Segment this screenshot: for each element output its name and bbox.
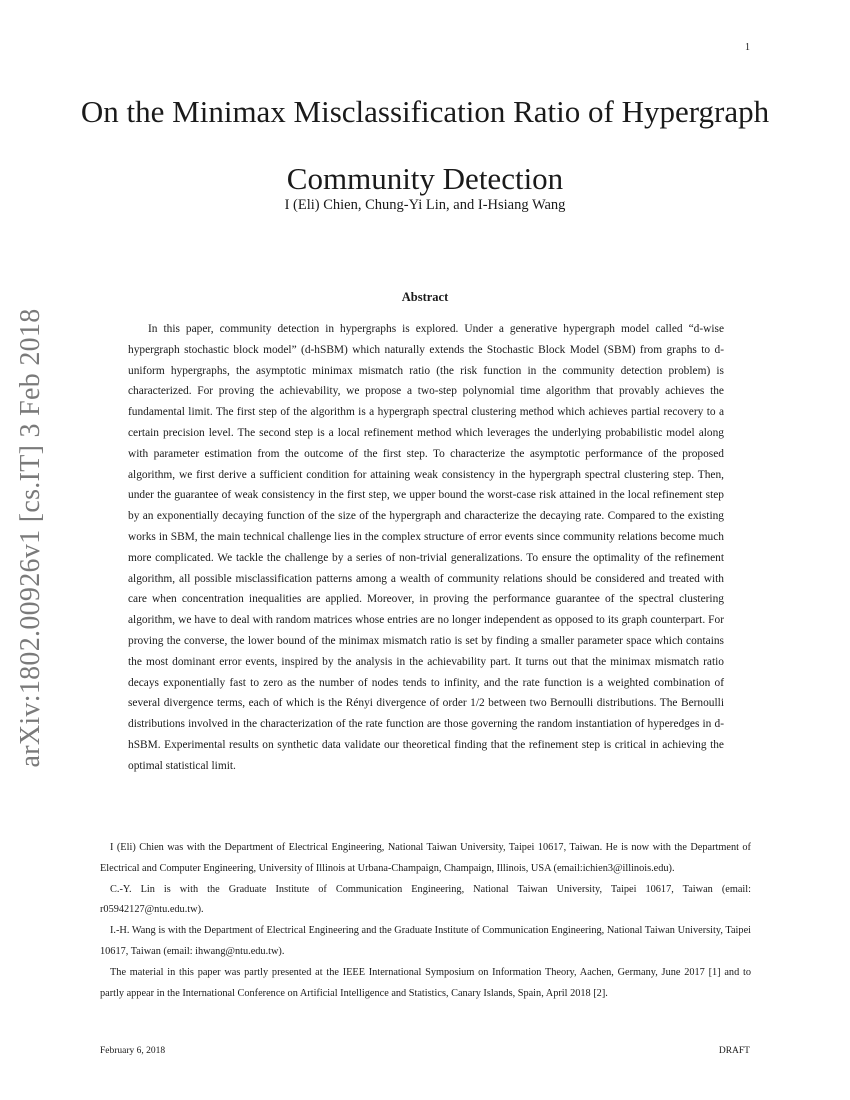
arxiv-identifier: arXiv:1802.00926v1 [cs.IT] 3 Feb 2018 (15, 308, 46, 768)
abstract-text: In this paper, community detection in hypergraphs is explored. Under a generative hypergraph model called “d-wise hypergraph stochastic block model” (d-hSBM) which naturally extends the Stochastic Block Model (SBM) from graphs to d-uniform hypergraphs, the asymptotic minimax mismatch ratio (the risk function in the community detection problem) is characterized. For proving the achievability, we propose a two-step polynomial time algorithm that provably achieves the fundamental limit. The first step of the algorithm is a hypergraph spectral clustering method which achieves partial recovery to a certain precision level. The second step is a local refinement method which leverages the underlying probabilistic model along with parameter estimation from the outcome of the first step. To characterize the asymptotic performance of the proposed algorithm, we first derive a sufficient condition for attaining weak consistency in the hypergraph spectral clustering step. Then, under the guarantee of weak consistency in the first step, we upper bound the worst-case risk attained in the local refinement step by an exponentially decaying function of the size of the hypergraph and characterize the decaying rate. Compared to the existing works in SBM, the main technical challenge lies in the complex structure of error events since community relations become much more complicated. We tackle the challenge by a series of non-trivial generalizations. To ensure the optimality of the refinement algorithm, all possible misclassification patterns among a wealth of community relations should be considered and treated with care when concentration inequalities are applied. Moreover, in proving the performance guarantee of the spectral clustering algorithm, we have to deal with random matrices whose entries are no longer independent as opposed to its graph counterpart. For proving the converse, the lower bound of the minimax mismatch ratio is set by finding a smaller parameter space which contains the most dominant error events, inspired by the analysis in the achievability part. It turns out that the minimax mismatch ratio decays exponentially fast to zero as the number of nodes tends to infinity, and the rate function is a weighted combination of several divergence terms, each of which is the Rényi divergence of order 1/2 between two Bernoulli distributions. The Bernoulli distributions involved in the characterization of the rate function are those governing the random instantiation of hyperedges in d-hSBM. Experimental results on synthetic data validate our theoretical finding that the refinement step is critical in achieving the optimal statistical limit. (128, 323, 724, 772)
footnote-author-lin: C.-Y. Lin is with the Graduate Institute of Communication Engineering, National Taiwan University, Taipei 10617, Taiwan (email: r05942127@ntu.edu.tw). (100, 883, 751, 916)
paper-title: On the Minimax Misclassification Ratio of Hypergraph Community Detection (80, 94, 770, 196)
footnotes (100, 838, 751, 1004)
footer-date: February 6, 2018 (100, 1046, 166, 1056)
abstract-heading: Abstract (401, 290, 449, 304)
footer-draft-label: DRAFT (718, 1046, 750, 1056)
page-number: 1 (745, 42, 750, 53)
footnote-prior-presentation: The material in this paper was partly presented at the IEEE International Symposium on Information Theory, Aachen, Germany, June 2017 [1] and to partly appear in the International Conference on Artificial Intelligence and Statistics, Canary Islands, Spain, April 2018 [2]. (100, 966, 751, 999)
footnote-author-chien: I (Eli) Chien was with the Department of Electrical Engineering, National Taiwan University, Taipei 10617, Taiwan. He is now with the Department of Electrical and Computer Engineering, University of Illinois at Urbana-Champaign, Champaign, Illinois, USA (email:ichien3@illinois.edu). (100, 842, 751, 874)
footnote-author-wang: I.-H. Wang is with the Department of Electrical Engineering and the Graduate Institute of Communication Engineering, National Taiwan University, Taipei 10617, Taiwan (email: ihwang@ntu.edu.tw). (100, 925, 751, 957)
author-list: I (Eli) Chien, Chung-Yi Lin, and I-Hsiang Wang (284, 197, 566, 213)
